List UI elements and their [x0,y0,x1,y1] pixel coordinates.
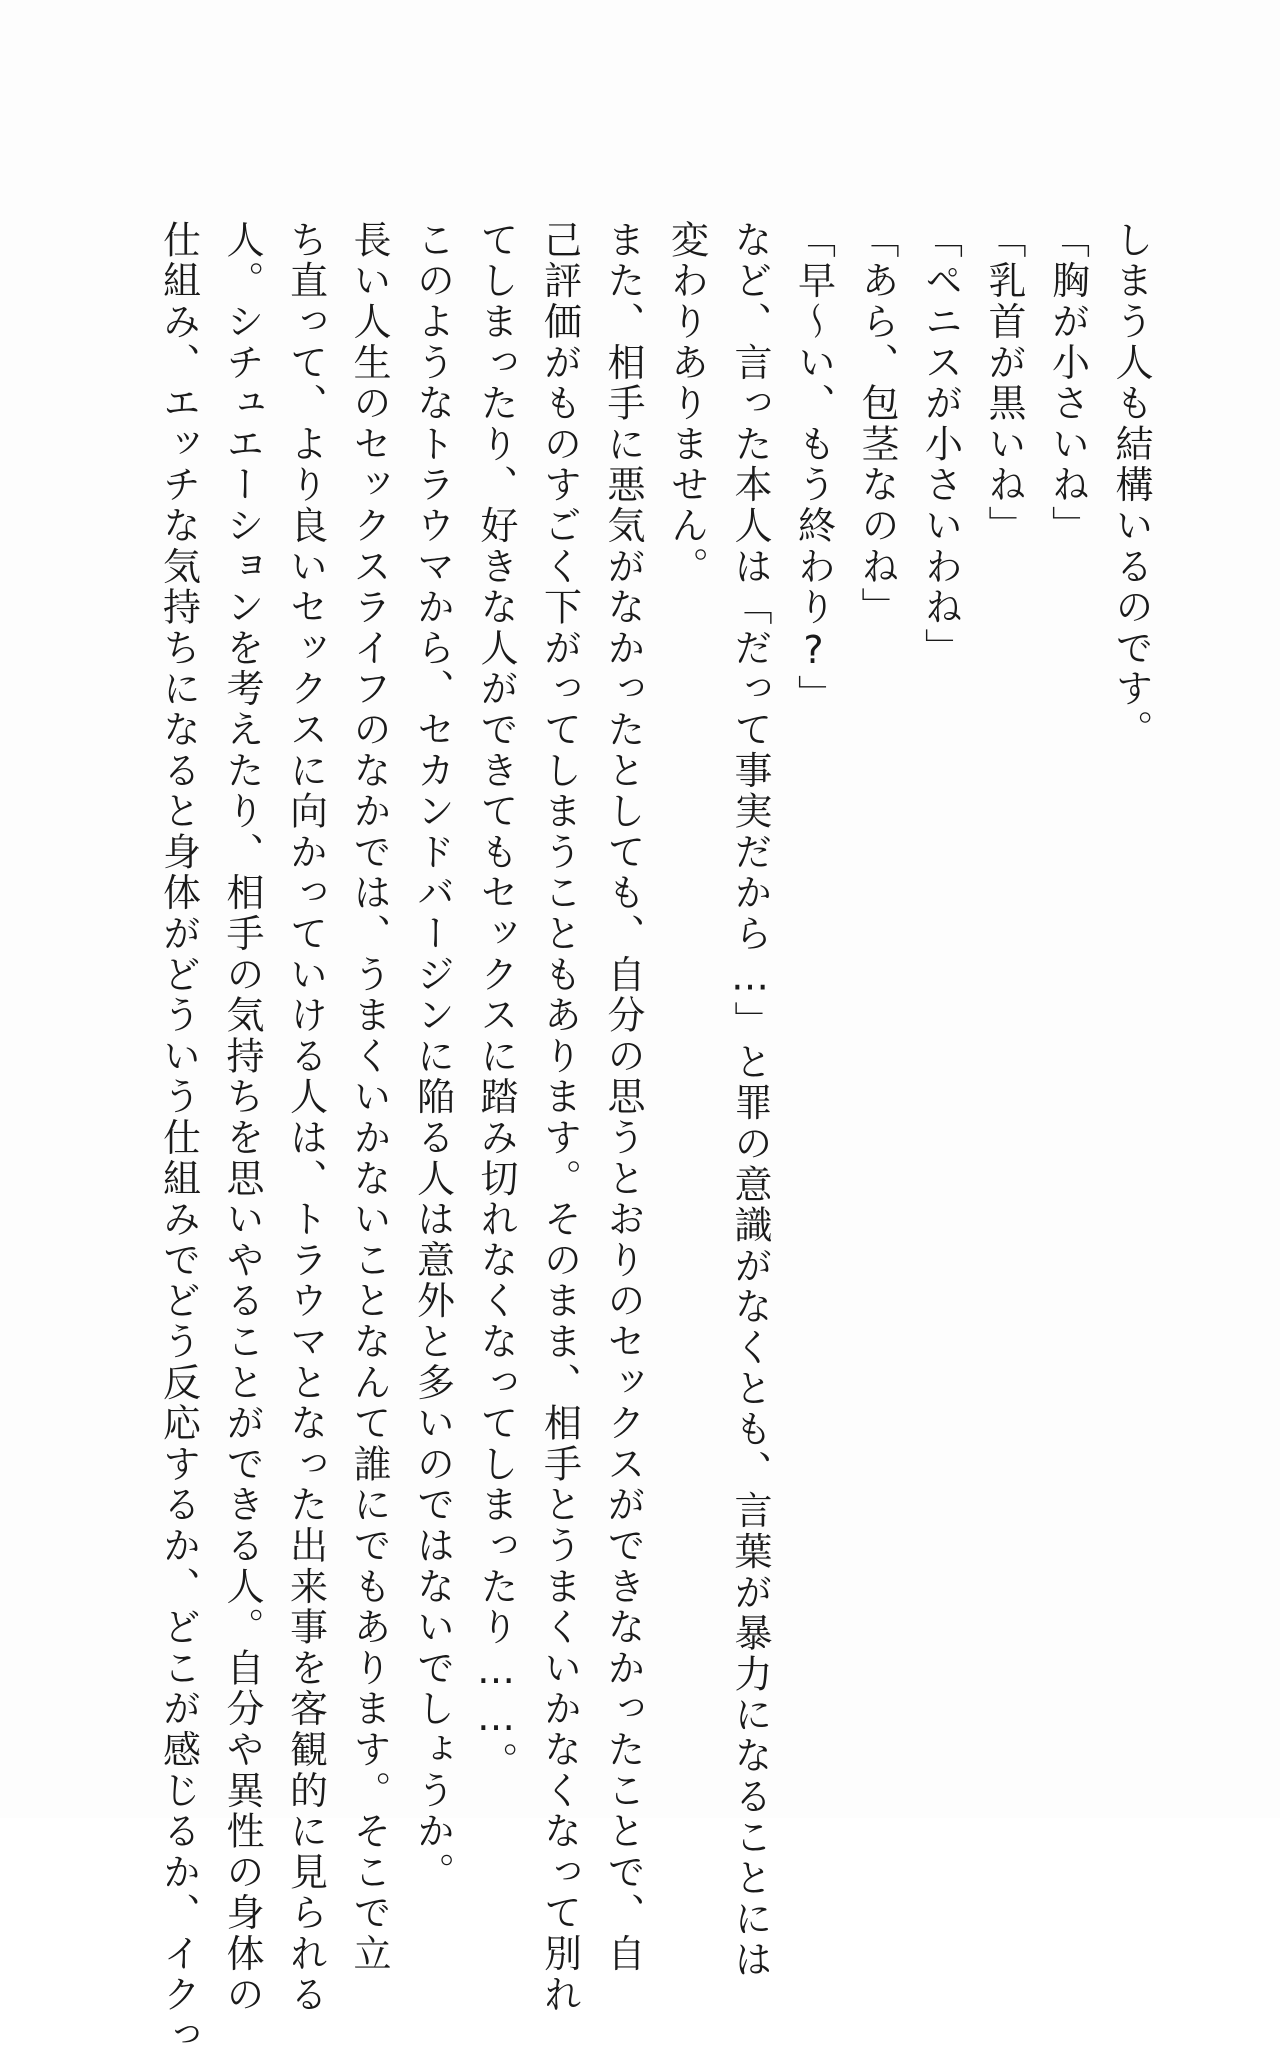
text-line: てしまったり、好きな人ができてもセックスに踏み切れなくなってしまったり……。 [474,220,518,1783]
text-line: 長い人生のセックスライフのなかでは、うまくいかないことなんて誰にでもあります。そこで立 [347,220,391,1975]
text-line: など、言った本人は「だって事実だから…」と罪の意識がなくとも、言葉が暴力になることには [728,220,772,1981]
text-line: 変わりありません。 [664,220,709,588]
text-line: 「乳首が黒いね」 [982,220,1026,547]
text-line: また、相手に悪気がなかったとしても、自分の思うとおりのセックスができなかったことで、自 [601,220,645,1975]
text-line: 「ペニスが小さいわね」 [918,220,963,669]
text-line: しまう人も結構いるのです。 [1109,220,1153,751]
text-line: 「胸が小さいね」 [1045,220,1090,547]
text-line: 己評価がものすごく下がってしまうこともあります。そのまま、相手とうまくいかなくなって別れ [537,220,582,2016]
text-line: 人。シチュエーションを考えたり、相手の気持ちを思いやることができる人。自分や異性の身体の [220,220,264,2016]
text-line: 「あら、包茎なのね」 [855,220,899,628]
text-line: ち直って、より良いセックスに向かっていける人は、トラウマとなった出来事を客観的に見られる [283,220,328,2016]
text-line: このようなトラウマから、セカンドバージンに陥る人は意外と多いのではないでしょうか。 [410,220,455,1893]
text-line: 「早～い、もう終わり?」 [791,220,836,716]
vertical-text-body [146,220,1162,2056]
text-line: 仕組み、エッチな気持ちになると身体がどういう仕組みでどう反応するか、どこが感じるか、イクっ [156,220,201,2056]
